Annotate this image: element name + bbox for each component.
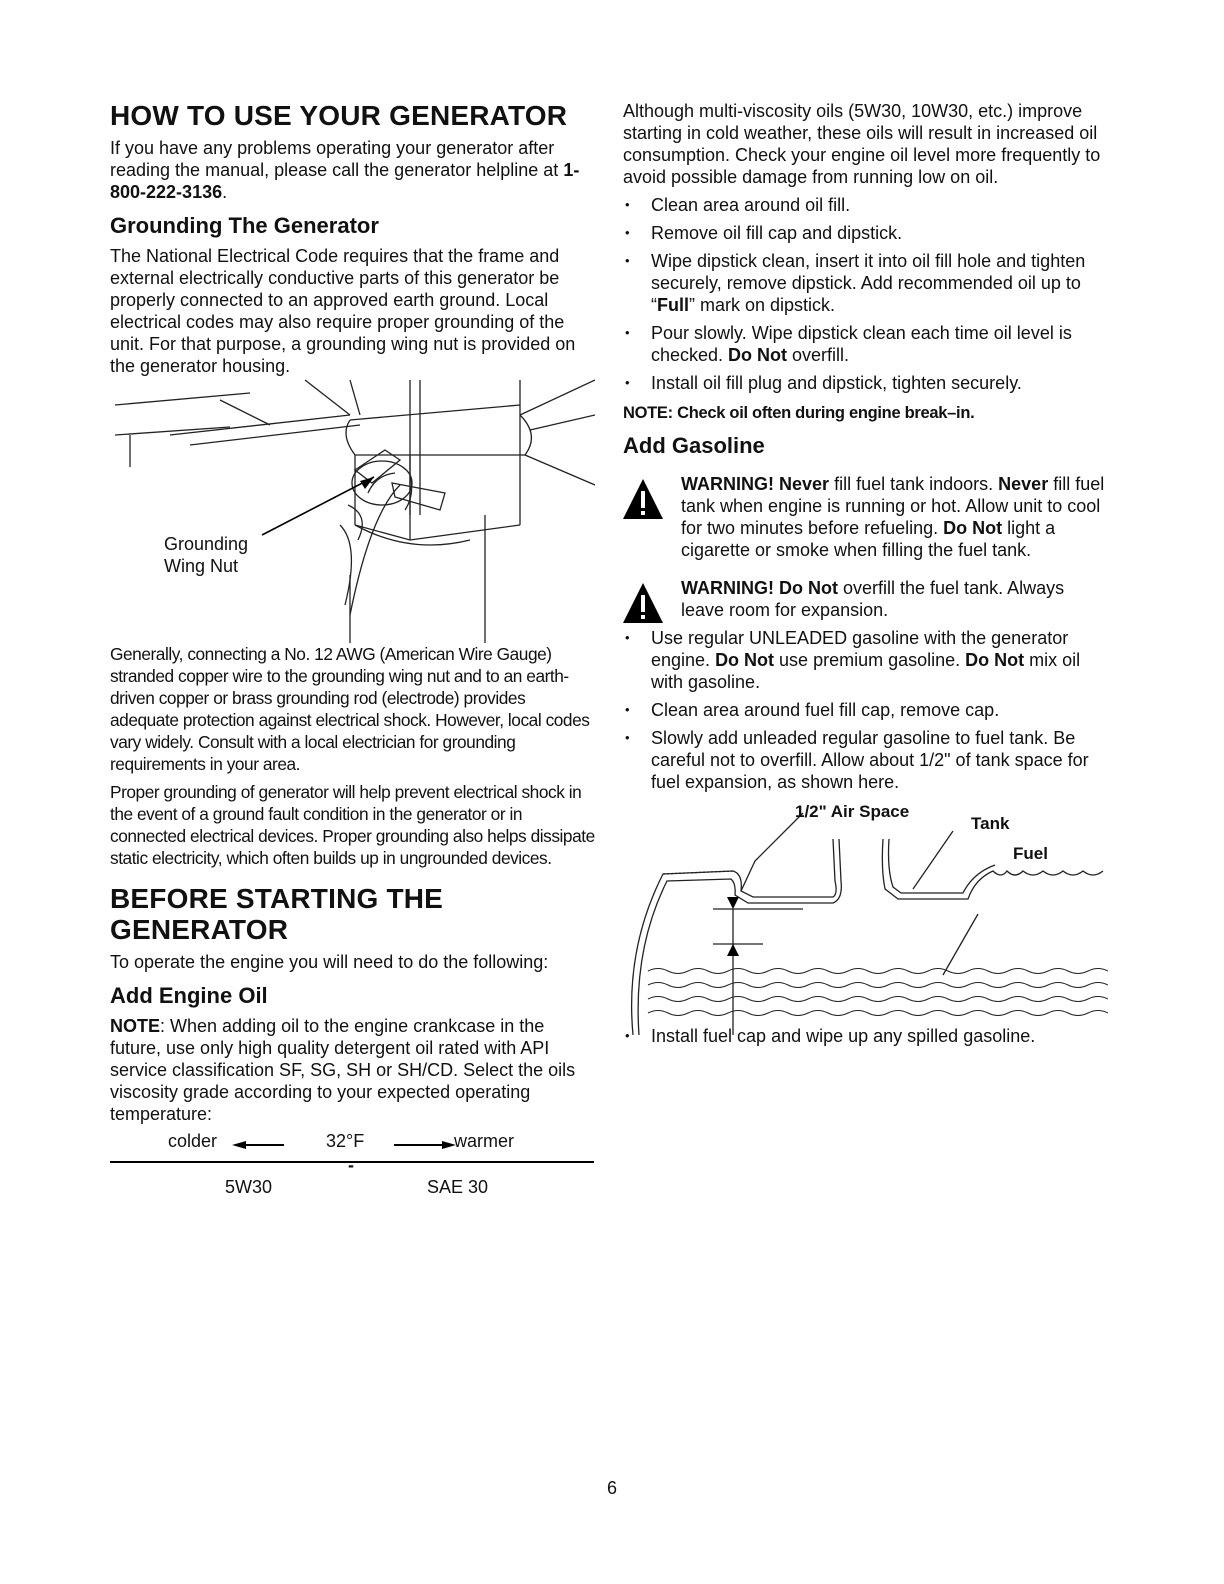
grounding-heading: Grounding The Generator — [110, 213, 379, 238]
fuel-tank-illustration — [623, 799, 1108, 1035]
warning-text-1: WARNING! Never fill fuel tank indoors. Never fill fuel tank when engine is running or hot. Allow unit to cool for two minutes before refueling. Do Not light a cigarette or smoke when filling the fuel tank. — [681, 474, 1105, 560]
page-number: 6 — [606, 1478, 617, 1498]
figure-label-tank: Tank — [971, 814, 1010, 833]
warning-text-2: WARNING! Do Not overfill the fuel tank. Always leave room for expansion. — [681, 578, 1065, 620]
oil-step-2: • Remove oil fill cap and dipstick. — [623, 222, 1108, 244]
temp-32f-label: 32°F — [326, 1131, 365, 1151]
grade-sae30: SAE 30 — [427, 1177, 489, 1197]
break-in-note: NOTE: Check oil often during engine break–in. — [623, 404, 975, 422]
gas-final-step-list — [623, 1025, 1108, 1047]
oil-step-5: • Install oil fill plug and dipstick, tighten securely. — [623, 372, 1108, 394]
oil-step-1: • Clean area around oil fill. — [623, 194, 1108, 216]
left-column — [110, 100, 595, 1211]
figure-label-wing-nut: Wing Nut — [164, 556, 239, 576]
section-title-before-starting: BEFORE STARTING THE GENERATOR — [110, 883, 444, 945]
gas-step-3: • Slowly add unleaded regular gasoline to fuel tank. Be careful not to overfill. Allow about 1/2" of tank space for fuel expansion, as shown here. — [623, 727, 1108, 793]
grade-5w30: 5W30 — [225, 1177, 273, 1197]
oil-viscosity-chart — [110, 1131, 595, 1211]
figure-label-fuel: Fuel — [1013, 844, 1048, 863]
gas-steps-list — [623, 627, 1108, 793]
add-engine-oil-heading: Add Engine Oil — [110, 983, 268, 1008]
arrow-left-icon — [232, 1139, 286, 1151]
helpline-number: 1-800-222-3136 — [110, 160, 580, 202]
gas-step-1: • Use regular UNLEADED gasoline with the generator engine. Do Not use premium gasoline. Do Not mix oil with gasoline. — [623, 627, 1108, 693]
oil-step-4: • Pour slowly. Wipe dipstick clean each time oil level is checked. Do Not overfill. — [623, 322, 1108, 366]
oil-steps-list — [623, 194, 1108, 394]
grade-dash: - — [348, 1155, 354, 1175]
oil-note-paragraph: NOTE: When adding oil to the engine crankcase in the future, use only high quality detergent oil rated with API service classification SF, SG, SH or SH/CD. Select the oils viscosity grade according to your expected operating temperature: — [110, 1016, 576, 1124]
right-column — [623, 100, 1108, 1053]
add-gasoline-heading: Add Gasoline — [623, 433, 765, 458]
warning-triangle-icon — [623, 583, 663, 623]
temp-warmer-label: warmer — [454, 1131, 515, 1151]
grounding-paragraph-3: Proper grounding of generator will help prevent electrical shock in the event of a ground fault condition in the generator or in connected electrical devices. Proper grounding also helps dissipate static electricity, which often builds up in ungrounded devices. — [110, 782, 595, 868]
section-title-how-to-use: HOW TO USE YOUR GENERATOR — [110, 100, 568, 131]
warning-block-2 — [623, 577, 1108, 621]
arrow-right-icon — [394, 1139, 456, 1151]
temp-colder-label: colder — [168, 1131, 218, 1151]
grounding-paragraph-1: The National Electrical Code requires that the frame and external electrically conductive parts of this generator be properly connected to an approved earth ground. Local electrical codes may also require proper grounding of the unit. For that purpose, a grounding wing nut is provided on the generator housing. — [110, 246, 576, 376]
oil-step-3: • Wipe dipstick clean, insert it into oil fill hole and tighten securely, remove dipstick. Add recommended oil up to “Full” mark on dipstick. — [623, 250, 1108, 316]
fuel-tank-figure — [623, 799, 1108, 1035]
before-intro: To operate the engine you will need to do the following: — [110, 952, 549, 972]
gas-step-4: • Install fuel cap and wipe up any spilled gasoline. — [623, 1025, 1108, 1047]
multi-viscosity-paragraph: Although multi-viscosity oils (5W30, 10W30, etc.) improve starting in cold weather, these oils will result in increased oil consumption. Check your engine oil level more frequently to avoid possible damage from running low on oil. — [623, 101, 1101, 187]
generator-housing-illustration — [110, 375, 595, 643]
warning-block-1 — [623, 473, 1108, 561]
warning-triangle-icon — [623, 479, 663, 519]
figure-label-grounding: Grounding — [164, 534, 249, 554]
grounding-wing-nut-figure — [110, 375, 595, 643]
intro-paragraph: If you have any problems operating your generator after reading the manual, please call the generator helpline at 1-800-222-3136. — [110, 138, 580, 202]
gas-step-2: • Clean area around fuel fill cap, remove cap. — [623, 699, 1108, 721]
grounding-paragraph-2: Generally, connecting a No. 12 AWG (American Wire Gauge) stranded copper wire to the grounding wing nut and to an earth-driven copper or brass grounding rod (electrode) provides adequate protection against electrical shock. However, local codes vary widely. Consult with a local electrician for grounding requirements in your area. — [110, 644, 590, 774]
figure-label-air-space: 1/2" Air Space — [795, 802, 910, 821]
